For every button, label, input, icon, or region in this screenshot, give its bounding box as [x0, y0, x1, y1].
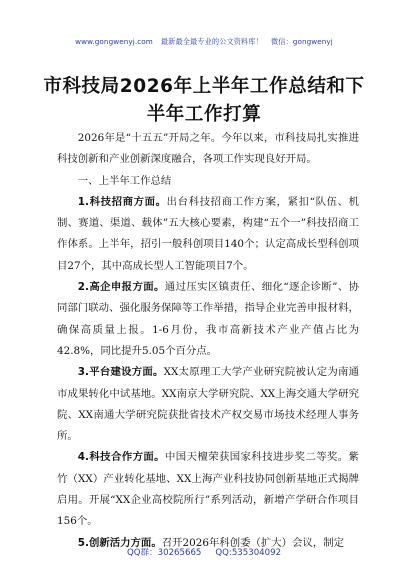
site-url[interactable]: www.gongwenyj.com — [75, 37, 153, 46]
paragraph-text: 出台科技招商工作方案，紧扣“队伍、机制、赛道、渠道、载体”五大核心要素，构建“五个一”科技招商工作体系。上半年，招引一般科创项目140个；认定高成长型科创项目27个，其中高成长型人工智能项目7个。 — [57, 195, 359, 272]
paragraph-lead: 1.科技招商方面。 — [77, 195, 167, 208]
site-tagline: 最新最全最专业的公文资料库！ — [160, 37, 263, 46]
paragraph-1 — [57, 192, 359, 277]
intro-paragraph: 2026年是“十五五”开局之年。今年以来，市科技局扎实推进科技创新和产业创新深度融合，各项工作实现良好开局。 — [57, 132, 359, 166]
paragraph-lead: 5.创新活力方面。 — [77, 536, 162, 549]
site-header — [0, 37, 408, 47]
paragraph-lead: 4.科技合作方面。 — [77, 451, 165, 464]
wechat-id: 微信：gongwenyj — [270, 37, 333, 46]
paragraph-lead: 2.高企申报方面。 — [77, 281, 165, 294]
paragraph-2 — [57, 277, 359, 362]
section-heading: 一、上半年工作总结 — [77, 174, 172, 187]
paragraph-text: XX太原理工大学产业研究院被认定为南通市成果转化中试基地。XX南京大学研究院、XX上海交通大学研究院、XX南通大学研究院获批省技术产权交易市场技术经理人事务所。 — [57, 366, 359, 443]
paragraph-text: 中国天檀荣获国家科技进步奖二等奖。紫竹（XX）产业转化基地、XX上海产业科技协同创新基地正式揭牌启用。开展“XX企业高校院所行”系列活动，新增产学研合作项目156个。 — [57, 451, 359, 528]
page-footer — [0, 546, 408, 558]
document-body — [57, 128, 359, 554]
document-title: 市科技局2026年上半年工作总结和下半年工作打算 — [43, 76, 365, 125]
qq-contact: QQ:535304092 — [215, 548, 282, 558]
paragraph-4 — [57, 447, 359, 532]
paragraph-3 — [57, 362, 359, 447]
qq-group: QQ群：30265665 — [126, 548, 202, 558]
paragraph-lead: 3.平台建设方面。 — [77, 366, 164, 379]
paragraph-text: 通过压实区镇责任、细化“逐企诊断”、协同部门联动、强化服务保障等工作举措，指导企业完善申报材料，确保高质量上报。1-6月份，我市高新技术产业产值占比为42.8%，同比提升5.05个百分点。 — [57, 281, 359, 357]
paragraph-text: 召开2026年科创委（扩大）会议，制定 — [161, 536, 345, 549]
